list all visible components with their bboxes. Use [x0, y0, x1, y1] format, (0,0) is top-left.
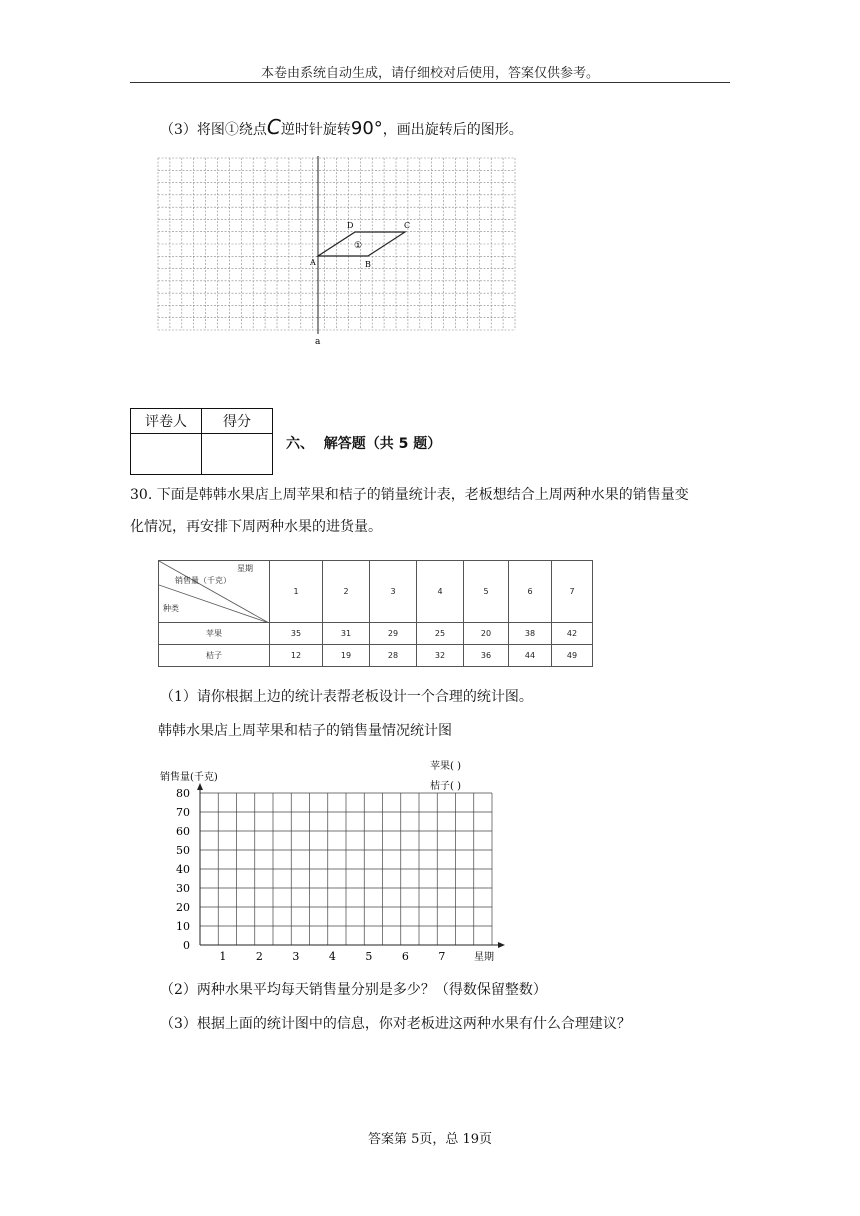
label-shape-1: ①: [354, 241, 363, 251]
table-cell: 28: [370, 645, 417, 667]
sales-statistics-table: [158, 560, 593, 667]
q30-line-1: 30. 下面是韩韩水果店上周苹果和桔子的销量统计表，老板想结合上周两种水果的销售量变: [130, 487, 689, 503]
reviewer-cell: [131, 434, 202, 475]
row-name-apple: 苹果: [159, 623, 270, 645]
q3-middle: 逆时针旋转: [280, 122, 351, 138]
table-cell: 35: [270, 623, 323, 645]
x-tick-label: 3: [292, 950, 300, 963]
day-header-2: 2: [323, 561, 370, 623]
corner-week-label: 星期: [237, 564, 253, 573]
reviewer-header: 评卷人: [131, 409, 202, 434]
table-cell: 49: [552, 645, 593, 667]
day-header-7: 7: [552, 561, 593, 623]
x-tick-label: 4: [328, 950, 336, 963]
y-tick-label: 20: [176, 901, 190, 914]
y-tick-label: 10: [176, 920, 190, 933]
table-cell: 29: [370, 623, 417, 645]
question-3-rotation: [160, 117, 523, 140]
score-header: 得分: [202, 409, 273, 434]
table-cell: 12: [270, 645, 323, 667]
day-header-3: 3: [370, 561, 417, 623]
header-rule: [130, 82, 730, 83]
y-tick-label: 30: [176, 882, 190, 895]
table-cell: 32: [417, 645, 464, 667]
corner-kind-label: 种类: [163, 604, 179, 613]
table-cell: 19: [323, 645, 370, 667]
section-name: 解答题（共 5 题）: [323, 436, 442, 452]
x-tick-label: 6: [401, 950, 409, 963]
sub-question-3: （3）根据上面的统计图中的信息，你对老板进这两种水果有什么合理建议？: [160, 1016, 631, 1032]
legend-orange: 桔子( ): [430, 781, 461, 792]
corner-sales-label: 销售量（千克）: [175, 576, 231, 585]
x-tick-label: 2: [255, 950, 263, 963]
y-tick-label: 50: [176, 844, 190, 857]
label-axis-a: a: [315, 337, 321, 347]
x-tick-label: 5: [365, 950, 373, 963]
table-cell: 38: [509, 623, 552, 645]
row-name-orange: 桔子: [159, 645, 270, 667]
table-cell: 36: [464, 645, 509, 667]
table-row-orange: [159, 645, 593, 667]
q30-line-2: 化情况，再安排下周两种水果的进货量。: [130, 519, 382, 535]
y-tick-labels: [176, 787, 190, 952]
score-cell: [202, 434, 273, 475]
sub-question-2: （2）两种水果平均每天销售量分别是多少？（得数保留整数）: [160, 982, 547, 998]
legend-apple: 苹果( ): [430, 761, 461, 772]
q3-point-c: C: [266, 115, 281, 139]
page-footer: 答案第 5页，总 19页: [367, 1132, 493, 1147]
y-tick-label: 80: [176, 787, 190, 800]
x-axis-arrow: [498, 942, 505, 948]
chart-x-label: 星期: [474, 952, 494, 963]
y-tick-label: 60: [176, 825, 190, 838]
y-tick-label: 40: [176, 863, 190, 876]
sales-line-chart: [150, 752, 520, 967]
section-title: [286, 433, 441, 453]
y-axis-arrow: [197, 783, 203, 790]
score-box: [130, 408, 273, 475]
day-header-4: 4: [417, 561, 464, 623]
label-c: C: [404, 221, 411, 230]
day-header-6: 6: [509, 561, 552, 623]
y-tick-label: 0: [183, 939, 190, 952]
table-corner-cell: [159, 561, 270, 623]
rotation-grid-figure: [150, 150, 530, 350]
table-cell: 31: [323, 623, 370, 645]
table-cell: 44: [509, 645, 552, 667]
y-tick-label: 70: [176, 806, 190, 819]
label-a: A: [310, 258, 316, 267]
day-header-5: 5: [464, 561, 509, 623]
x-tick-label: 7: [438, 950, 446, 963]
label-b: B: [365, 260, 371, 269]
label-d: D: [347, 221, 354, 230]
sub-question-1: （1）请你根据上边的统计表帮老板设计一个合理的统计图。: [160, 689, 533, 705]
q3-prefix: （3）将图①绕点: [160, 122, 267, 138]
day-header-1: 1: [270, 561, 323, 623]
chart-y-label: 销售量(千克): [160, 772, 218, 783]
chart-grid: [200, 793, 492, 945]
table-cell: 42: [552, 623, 593, 645]
table-row-apple: [159, 623, 593, 645]
x-tick-label: 1: [219, 950, 227, 963]
chart-title: 韩韩水果店上周苹果和桔子的销售量情况统计图: [158, 723, 452, 739]
table-cell: 25: [417, 623, 464, 645]
q3-angle: 90°: [350, 118, 383, 139]
q3-suffix: ，画出旋转后的图形。: [382, 122, 523, 138]
x-tick-labels: [219, 950, 445, 963]
section-number: 六、: [286, 436, 314, 452]
table-cell: 20: [464, 623, 509, 645]
page-header: 本卷由系统自动生成，请仔细校对后使用，答案仅供参考。: [260, 66, 599, 81]
